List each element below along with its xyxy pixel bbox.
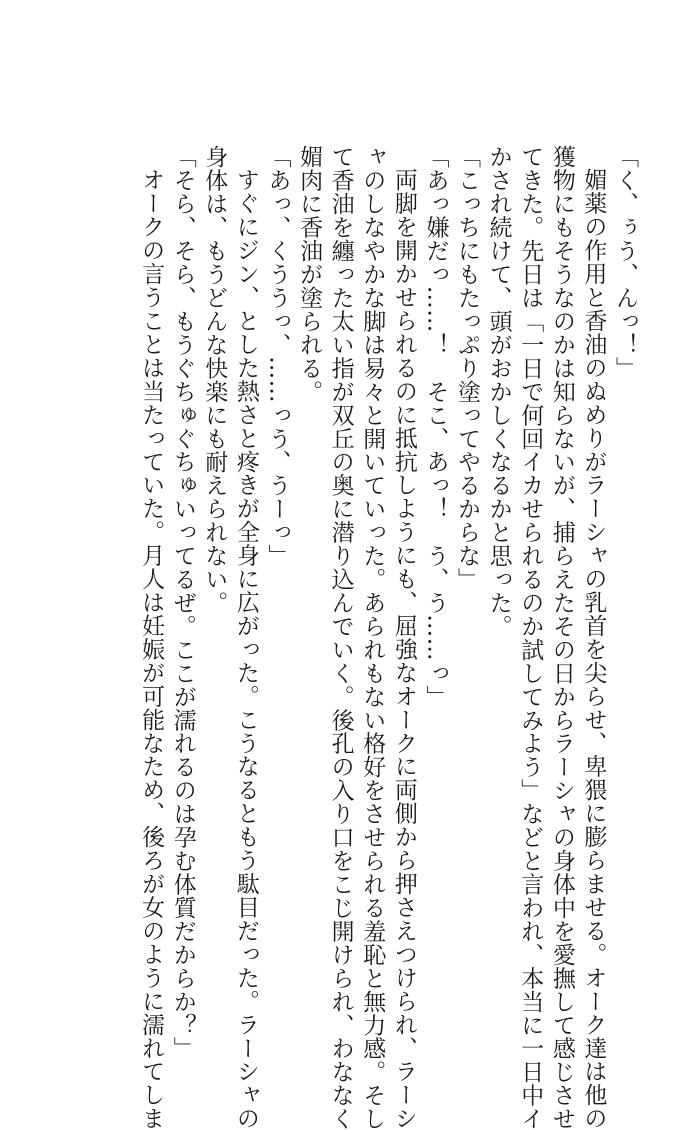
text-line: 「く、ぅう、んっ！」: [612, 145, 638, 380]
vertical-text-body: [135, 145, 641, 1130]
text-line: 「こっちにもたっぷり塗ってやるからな」: [454, 145, 481, 591]
text-line: 「そら、そら、もうぐちゅぐちゅいってるぜ。ここが濡れるのは孕む体質だからか？」: [169, 145, 196, 1060]
text-line: 媚薬の作用と香油のぬめりがラーシャの乳首を尖らせ、卑猥に膨らませる。オーク達は他の: [580, 168, 607, 1130]
text-line: 獲物にもそうなのかは知らないが、捕らえたその日からラーシャの身体中を愛撫して感じさせ: [548, 145, 575, 1130]
text-line: 身体は、もうどんな快楽にも耐えられない。: [201, 145, 228, 615]
text-line: かされ続けて、頭がおかしくなるかと思った。: [485, 145, 512, 638]
text-line: 「あっ嫌だっ……！ そこ、あっ！ う、う……っ」: [422, 145, 449, 709]
text-line: すぐにジン、とした熱さと疼きが全身に広がった。こうなるともう駄目だった。ラーシャの: [232, 168, 259, 1130]
text-line: 「あっ、くううっ、……っう、うーっ」: [264, 145, 291, 568]
text-line: てきた。先日は「一日で何回イカせられるのか試してみよう」などと言われ、本当に一日中イ: [517, 145, 544, 1130]
text-line: 両脚を開かせられるのに抵抗しようにも、屈強なオークに両側から押さえつけられ、ラーシ: [390, 168, 417, 1130]
text-line: 媚肉に香油が塗られる。: [296, 145, 323, 404]
text-line: オークの言うことは当たっていた。月人は妊娠が可能なため、後ろが女のように濡れてしま: [138, 168, 165, 1130]
text-line: ャのしなやかな脚は易々と開いていった。あられもない格好をさせられる羞恥と無力感。そし: [359, 145, 386, 1130]
text-line: て香油を纏った太い指が双丘の奥に潜り込んでいく。後孔の入り口をこじ開けられ、わななく: [327, 145, 354, 1130]
